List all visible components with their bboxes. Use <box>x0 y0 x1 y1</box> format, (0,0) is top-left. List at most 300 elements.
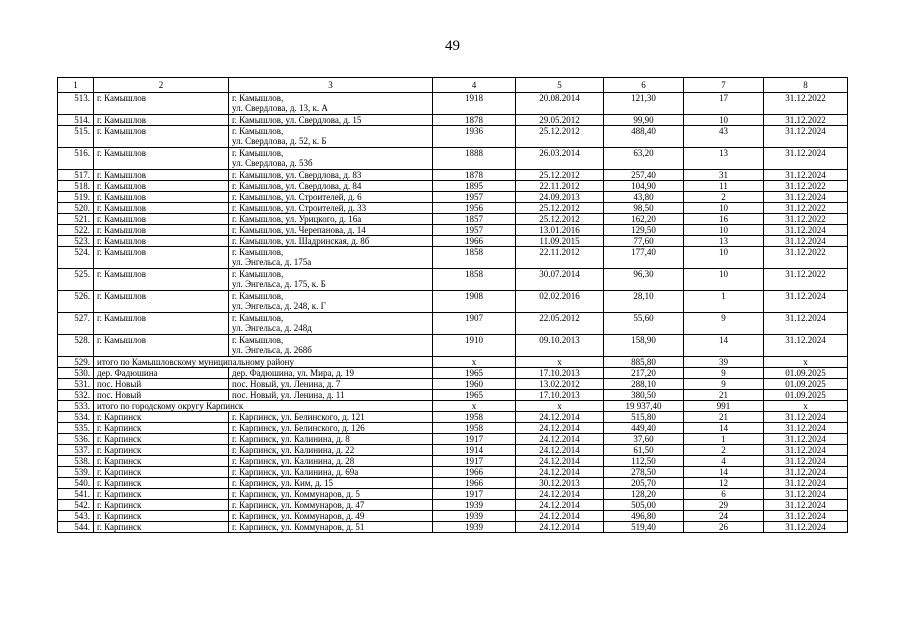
year-cell: 1910 <box>433 335 516 357</box>
settlement-cell: г. Карпинск <box>94 500 229 511</box>
address-cell <box>229 478 433 489</box>
row-number-cell: 521. <box>58 214 94 225</box>
year-cell: 1917 <box>433 489 516 500</box>
address-cell <box>229 203 433 214</box>
settlement-cell: пос. Новый <box>94 390 229 401</box>
column-header: 3 <box>229 78 433 93</box>
date-cell: 09.10.2013 <box>516 335 604 357</box>
row-number-cell: 528. <box>58 335 94 357</box>
address-line: г. Камышлов, <box>232 313 284 323</box>
address-cell <box>229 115 433 126</box>
settlement-cell: г. Камышлов <box>94 192 229 203</box>
address-line: дер. Фадюшина, ул. Мира, д. 19 <box>232 368 355 378</box>
address-line: г. Карпинск, ул. Коммунаров, д. 47 <box>232 500 365 510</box>
count-cell: 17 <box>684 93 764 115</box>
column-header: 2 <box>94 78 229 93</box>
row-number-cell: 537. <box>58 445 94 456</box>
settlement-cell: г. Камышлов <box>94 170 229 181</box>
year-cell: 1917 <box>433 434 516 445</box>
row-number-cell: 527. <box>58 313 94 335</box>
deadline-cell: 31.12.2024 <box>764 192 848 203</box>
deadline-cell: 31.12.2022 <box>764 269 848 291</box>
table-row <box>58 203 848 214</box>
area-cell: 121,30 <box>604 93 684 115</box>
address-line: г. Карпинск, ул. Калинина, д. 69а <box>232 467 359 477</box>
deadline-cell: х <box>764 357 848 368</box>
table-row <box>58 412 848 423</box>
deadline-cell: 31.12.2024 <box>764 434 848 445</box>
date-cell: 25.12.2012 <box>516 214 604 225</box>
settlement-cell: г. Камышлов <box>94 214 229 225</box>
address-cell <box>229 467 433 478</box>
date-cell: 24.12.2014 <box>516 522 604 533</box>
address-cell <box>229 170 433 181</box>
count-cell: 1 <box>684 434 764 445</box>
date-cell: 22.05.2012 <box>516 313 604 335</box>
deadline-cell: х <box>764 401 848 412</box>
deadline-cell: 31.12.2024 <box>764 511 848 522</box>
deadline-cell: 31.12.2022 <box>764 181 848 192</box>
count-cell: 39 <box>684 357 764 368</box>
count-cell: 24 <box>684 511 764 522</box>
settlement-cell: г. Камышлов <box>94 148 229 170</box>
table-row <box>58 478 848 489</box>
deadline-cell: 31.12.2024 <box>764 445 848 456</box>
settlement-cell: г. Камышлов <box>94 181 229 192</box>
date-cell: 29.05.2012 <box>516 115 604 126</box>
address-line: г. Камышлов, <box>232 269 284 279</box>
address-cell <box>229 93 433 115</box>
row-number-cell: 544. <box>58 522 94 533</box>
settlement-cell: г. Карпинск <box>94 445 229 456</box>
address-line: г. Карпинск, ул. Белинского, д. 126 <box>232 423 365 433</box>
address-cell <box>229 335 433 357</box>
row-number-cell: 520. <box>58 203 94 214</box>
year-cell: 1878 <box>433 170 516 181</box>
date-cell: 20.08.2014 <box>516 93 604 115</box>
address-line: ул. Энгельса, д. 175, к. Б <box>232 279 326 289</box>
address-line: г. Карпинск, ул. Ким, д. 15 <box>232 478 334 488</box>
year-cell: 1958 <box>433 423 516 434</box>
year-cell: 1965 <box>433 390 516 401</box>
address-cell <box>229 390 433 401</box>
count-cell: 991 <box>684 401 764 412</box>
area-cell: 96,30 <box>604 269 684 291</box>
year-cell: 1888 <box>433 148 516 170</box>
date-cell: 30.12.2013 <box>516 478 604 489</box>
column-header: 8 <box>764 78 848 93</box>
address-line: г. Карпинск, ул. Калинина, д. 22 <box>232 445 355 455</box>
table-row <box>58 313 848 335</box>
settlement-cell: г. Карпинск <box>94 511 229 522</box>
count-cell: 10 <box>684 115 764 126</box>
area-cell: 257,40 <box>604 170 684 181</box>
date-cell: 24.09.2013 <box>516 192 604 203</box>
deadline-cell: 31.12.2024 <box>764 225 848 236</box>
column-header: 5 <box>516 78 604 93</box>
row-number-cell: 514. <box>58 115 94 126</box>
address-cell <box>229 423 433 434</box>
row-number-cell: 529. <box>58 357 94 368</box>
date-cell: 22.11.2012 <box>516 181 604 192</box>
year-cell: 1936 <box>433 126 516 148</box>
area-cell: 37,60 <box>604 434 684 445</box>
settlement-cell: г. Камышлов <box>94 115 229 126</box>
address-line: г. Камышлов, <box>232 148 284 158</box>
address-line: г. Камышлов, ул. Строителей, д. 6 <box>232 192 362 202</box>
address-line: ул. Энгельса, д. 248д <box>232 323 312 333</box>
date-cell: 24.12.2014 <box>516 489 604 500</box>
deadline-cell: 31.12.2024 <box>764 291 848 313</box>
area-cell: 43,80 <box>604 192 684 203</box>
settlement-cell: г. Камышлов <box>94 126 229 148</box>
page-number: 49 <box>445 38 460 54</box>
address-line: г. Карпинск, ул. Коммунаров, д. 5 <box>232 489 360 499</box>
address-line: г. Камышлов, ул. Урицкого, д. 16а <box>232 214 362 224</box>
count-cell: 16 <box>684 214 764 225</box>
date-cell: 13.02.2012 <box>516 379 604 390</box>
table-row <box>58 500 848 511</box>
count-cell: 13 <box>684 148 764 170</box>
area-cell: 98,50 <box>604 203 684 214</box>
table-row <box>58 511 848 522</box>
year-cell: 1965 <box>433 368 516 379</box>
area-cell: 217,20 <box>604 368 684 379</box>
deadline-cell: 31.12.2024 <box>764 423 848 434</box>
area-cell: 380,50 <box>604 390 684 401</box>
settlement-cell: г. Карпинск <box>94 478 229 489</box>
deadline-cell: 31.12.2022 <box>764 247 848 269</box>
table-total-row <box>58 401 848 412</box>
deadline-cell: 31.12.2024 <box>764 236 848 247</box>
row-number-cell: 534. <box>58 412 94 423</box>
column-header: 1 <box>58 78 94 93</box>
year-cell: 1957 <box>433 192 516 203</box>
table-row <box>58 115 848 126</box>
area-cell: 515,80 <box>604 412 684 423</box>
row-number-cell: 541. <box>58 489 94 500</box>
address-line: г. Камышлов, <box>232 291 284 301</box>
row-number-cell: 536. <box>58 434 94 445</box>
address-cell <box>229 225 433 236</box>
address-cell <box>229 412 433 423</box>
settlement-cell: г. Карпинск <box>94 423 229 434</box>
row-number-cell: 523. <box>58 236 94 247</box>
settlement-cell: г. Камышлов <box>94 247 229 269</box>
address-line: пос. Новый, ул. Ленина, д. 7 <box>232 379 341 389</box>
table-row <box>58 368 848 379</box>
area-cell: 205,70 <box>604 478 684 489</box>
deadline-cell: 31.12.2024 <box>764 456 848 467</box>
date-cell: 17.10.2013 <box>516 368 604 379</box>
address-cell <box>229 126 433 148</box>
area-cell: 19 937,40 <box>604 401 684 412</box>
settlement-cell: г. Камышлов <box>94 225 229 236</box>
address-cell <box>229 445 433 456</box>
count-cell: 31 <box>684 170 764 181</box>
table-row <box>58 291 848 313</box>
count-cell: 11 <box>684 181 764 192</box>
row-number-cell: 533. <box>58 401 94 412</box>
settlement-cell: пос. Новый <box>94 379 229 390</box>
row-number-cell: 540. <box>58 478 94 489</box>
table-row <box>58 181 848 192</box>
count-cell: 10 <box>684 247 764 269</box>
date-cell: 24.12.2014 <box>516 511 604 522</box>
area-cell: 288,10 <box>604 379 684 390</box>
count-cell: 21 <box>684 390 764 401</box>
year-cell: 1858 <box>433 247 516 269</box>
row-number-cell: 518. <box>58 181 94 192</box>
address-cell <box>229 368 433 379</box>
housing-registry-table <box>57 77 848 533</box>
date-cell: 24.12.2014 <box>516 456 604 467</box>
date-cell: 30.07.2014 <box>516 269 604 291</box>
column-header: 4 <box>433 78 516 93</box>
count-cell: 2 <box>684 192 764 203</box>
count-cell: 10 <box>684 269 764 291</box>
address-cell <box>229 434 433 445</box>
settlement-cell: г. Камышлов <box>94 313 229 335</box>
table-row <box>58 126 848 148</box>
row-number-cell: 513. <box>58 93 94 115</box>
table-total-row <box>58 357 848 368</box>
area-cell: 128,20 <box>604 489 684 500</box>
year-cell: 1939 <box>433 511 516 522</box>
date-cell: 11.09.2015 <box>516 236 604 247</box>
date-cell: 25.12.2012 <box>516 203 604 214</box>
row-number-cell: 525. <box>58 269 94 291</box>
deadline-cell: 31.12.2024 <box>764 313 848 335</box>
year-cell: 1939 <box>433 522 516 533</box>
header-row <box>58 78 848 93</box>
address-line: ул. Свердлова, д. 13, к. А <box>232 103 328 113</box>
table-row <box>58 467 848 478</box>
address-line: г. Камышлов, ул. Свердлова, д. 84 <box>232 181 362 191</box>
count-cell: 10 <box>684 203 764 214</box>
settlement-cell: г. Карпинск <box>94 522 229 533</box>
date-cell: 24.12.2014 <box>516 500 604 511</box>
count-cell: 29 <box>684 500 764 511</box>
table-row <box>58 379 848 390</box>
table-row <box>58 93 848 115</box>
row-number-cell: 543. <box>58 511 94 522</box>
year-cell: 1917 <box>433 456 516 467</box>
count-cell: 43 <box>684 126 764 148</box>
address-cell <box>229 456 433 467</box>
year-cell: 1858 <box>433 269 516 291</box>
address-cell <box>229 379 433 390</box>
area-cell: 99,90 <box>604 115 684 126</box>
area-cell: 104,90 <box>604 181 684 192</box>
table-row <box>58 456 848 467</box>
table-row <box>58 445 848 456</box>
row-number-cell: 519. <box>58 192 94 203</box>
table-row <box>58 390 848 401</box>
table-row <box>58 335 848 357</box>
area-cell: 505,00 <box>604 500 684 511</box>
area-cell: 488,40 <box>604 126 684 148</box>
address-line: г. Камышлов, ул. Свердлова, д. 15 <box>232 115 362 125</box>
row-number-cell: 524. <box>58 247 94 269</box>
year-cell: 1895 <box>433 181 516 192</box>
address-line: г. Камышлов, <box>232 93 284 103</box>
settlement-cell: г. Камышлов <box>94 203 229 214</box>
address-line: г. Камышлов, <box>232 126 284 136</box>
count-cell: 6 <box>684 489 764 500</box>
row-number-cell: 542. <box>58 500 94 511</box>
year-cell: х <box>433 357 516 368</box>
row-number-cell: 516. <box>58 148 94 170</box>
area-cell: 158,90 <box>604 335 684 357</box>
count-cell: 12 <box>684 478 764 489</box>
table-row <box>58 192 848 203</box>
deadline-cell: 31.12.2022 <box>764 93 848 115</box>
address-cell <box>229 291 433 313</box>
row-number-cell: 526. <box>58 291 94 313</box>
count-cell: 9 <box>684 368 764 379</box>
row-number-cell: 515. <box>58 126 94 148</box>
address-line: г. Камышлов, ул. Черепанова, д. 14 <box>232 225 366 235</box>
area-cell: 449,40 <box>604 423 684 434</box>
year-cell: 1918 <box>433 93 516 115</box>
table-row <box>58 148 848 170</box>
address-line: пос. Новый, ул. Ленина, д. 11 <box>232 390 345 400</box>
date-cell: 24.12.2014 <box>516 434 604 445</box>
date-cell: 02.02.2016 <box>516 291 604 313</box>
count-cell: 14 <box>684 423 764 434</box>
row-number-cell: 539. <box>58 467 94 478</box>
address-line: ул. Энгельса, д. 268б <box>232 345 312 355</box>
settlement-cell: г. Камышлов <box>94 291 229 313</box>
area-cell: 112,50 <box>604 456 684 467</box>
address-line: г. Камышлов, <box>232 335 284 345</box>
row-number-cell: 531. <box>58 379 94 390</box>
address-line: г. Камышлов, ул. Свердлова, д. 83 <box>232 170 362 180</box>
address-line: г. Камышлов, ул. Строителей, д. 33 <box>232 203 367 213</box>
address-cell <box>229 269 433 291</box>
deadline-cell: 01.09.2025 <box>764 368 848 379</box>
date-cell: 24.12.2014 <box>516 445 604 456</box>
address-line: г. Камышлов, ул. Шадринская, д. 8б <box>232 236 370 246</box>
address-cell <box>229 192 433 203</box>
area-cell: 885,80 <box>604 357 684 368</box>
table-row <box>58 434 848 445</box>
area-cell: 278,50 <box>604 467 684 478</box>
deadline-cell: 31.12.2022 <box>764 214 848 225</box>
year-cell: 1966 <box>433 467 516 478</box>
area-cell: 63,20 <box>604 148 684 170</box>
row-number-cell: 532. <box>58 390 94 401</box>
address-cell <box>229 522 433 533</box>
settlement-cell: г. Карпинск <box>94 456 229 467</box>
address-line: ул. Энгельса, д. 175а <box>232 257 312 267</box>
row-number-cell: 535. <box>58 423 94 434</box>
deadline-cell: 31.12.2024 <box>764 478 848 489</box>
area-cell: 496,80 <box>604 511 684 522</box>
year-cell: 1939 <box>433 500 516 511</box>
area-cell: 61,50 <box>604 445 684 456</box>
area-cell: 177,40 <box>604 247 684 269</box>
year-cell: 1908 <box>433 291 516 313</box>
year-cell: 1878 <box>433 115 516 126</box>
table-row <box>58 170 848 181</box>
deadline-cell: 31.12.2024 <box>764 489 848 500</box>
column-header: 7 <box>684 78 764 93</box>
address-cell <box>229 500 433 511</box>
address-cell <box>229 247 433 269</box>
settlement-cell: г. Камышлов <box>94 93 229 115</box>
area-cell: 519,40 <box>604 522 684 533</box>
deadline-cell: 31.12.2024 <box>764 148 848 170</box>
count-cell: 1 <box>684 291 764 313</box>
date-cell: 26.03.2014 <box>516 148 604 170</box>
deadline-cell: 31.12.2024 <box>764 467 848 478</box>
count-cell: 4 <box>684 456 764 467</box>
year-cell: 1957 <box>433 225 516 236</box>
date-cell: 22.11.2012 <box>516 247 604 269</box>
date-cell: х <box>516 401 604 412</box>
date-cell: 17.10.2013 <box>516 390 604 401</box>
count-cell: 2 <box>684 445 764 456</box>
deadline-cell: 31.12.2024 <box>764 500 848 511</box>
table-row <box>58 214 848 225</box>
table-row <box>58 247 848 269</box>
row-number-cell: 522. <box>58 225 94 236</box>
address-line: г. Карпинск, ул. Коммунаров, д. 49 <box>232 511 365 521</box>
deadline-cell: 01.09.2025 <box>764 379 848 390</box>
count-cell: 9 <box>684 313 764 335</box>
settlement-cell: г. Карпинск <box>94 434 229 445</box>
date-cell: 24.12.2014 <box>516 467 604 478</box>
table-row <box>58 423 848 434</box>
table-row <box>58 269 848 291</box>
year-cell: 1857 <box>433 214 516 225</box>
settlement-cell: г. Камышлов <box>94 269 229 291</box>
count-cell: 9 <box>684 379 764 390</box>
deadline-cell: 31.12.2022 <box>764 115 848 126</box>
deadline-cell: 31.12.2024 <box>764 170 848 181</box>
date-cell: 24.12.2014 <box>516 423 604 434</box>
address-line: г. Карпинск, ул. Белинского, д. 121 <box>232 412 365 422</box>
settlement-cell: г. Карпинск <box>94 412 229 423</box>
count-cell: 26 <box>684 522 764 533</box>
area-cell: 55,60 <box>604 313 684 335</box>
address-cell <box>229 148 433 170</box>
address-line: ул. Свердлова, д. 53б <box>232 158 313 168</box>
deadline-cell: 31.12.2024 <box>764 522 848 533</box>
table-row <box>58 522 848 533</box>
address-line: г. Карпинск, ул. Калинина, д. 8 <box>232 434 350 444</box>
table-row <box>58 489 848 500</box>
date-cell: 13.01.2016 <box>516 225 604 236</box>
address-cell <box>229 313 433 335</box>
year-cell: 1907 <box>433 313 516 335</box>
address-cell <box>229 181 433 192</box>
row-number-cell: 517. <box>58 170 94 181</box>
settlement-cell: г. Карпинск <box>94 467 229 478</box>
deadline-cell: 01.09.2025 <box>764 390 848 401</box>
count-cell: 13 <box>684 236 764 247</box>
year-cell: 1956 <box>433 203 516 214</box>
address-line: ул. Свердлова, д. 52, к. Б <box>232 136 327 146</box>
address-line: г. Камышлов, <box>232 247 284 257</box>
count-cell: 14 <box>684 467 764 478</box>
address-cell <box>229 511 433 522</box>
deadline-cell: 31.12.2024 <box>764 126 848 148</box>
deadline-cell: 31.12.2022 <box>764 203 848 214</box>
settlement-cell: г. Карпинск <box>94 489 229 500</box>
